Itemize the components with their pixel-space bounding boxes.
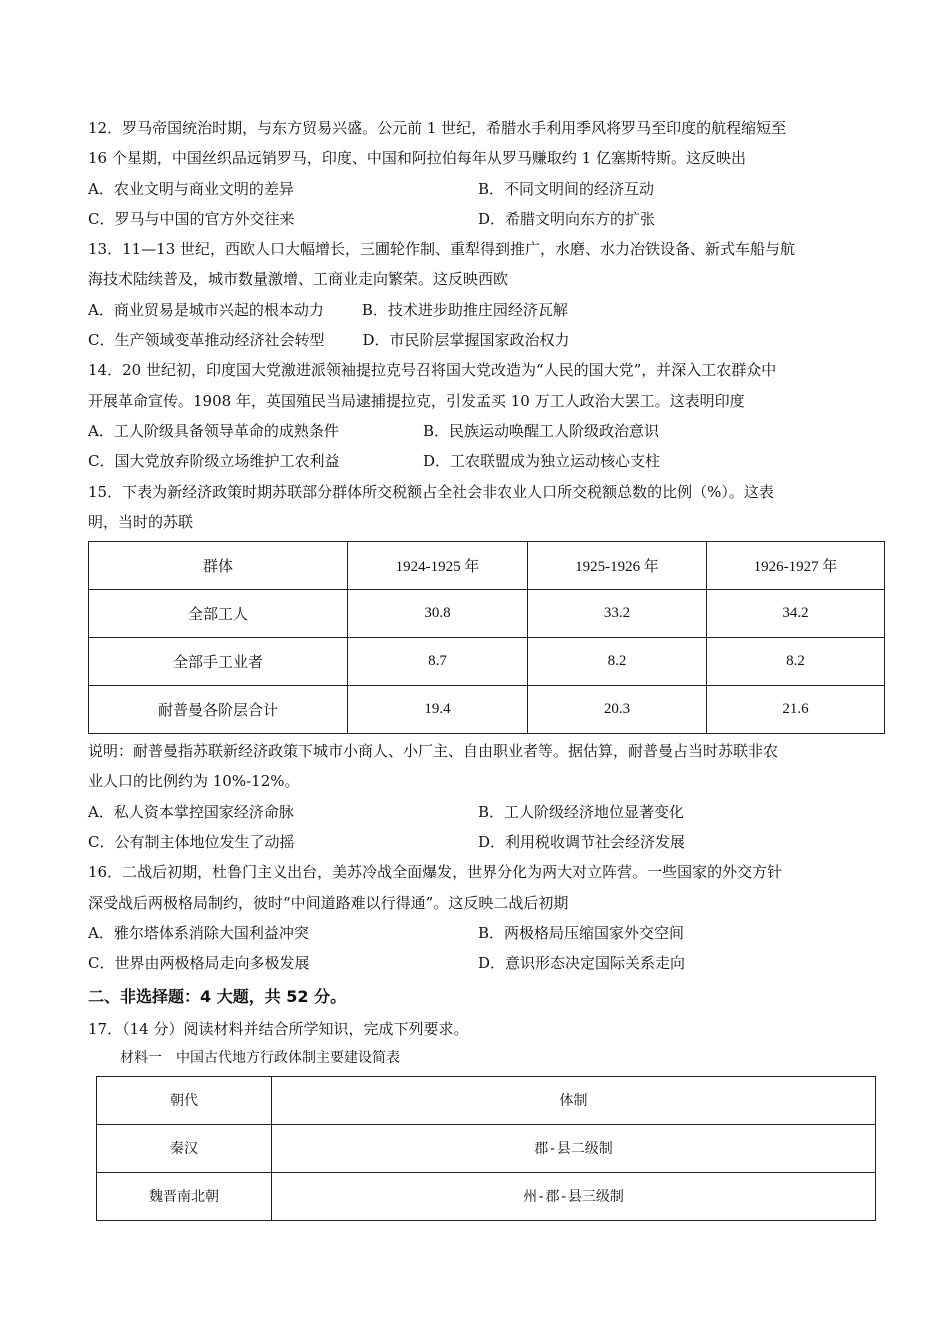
table-cell: 34.2 (707, 590, 885, 638)
option-13-b: B．技术进步助推庄园经济瓦解 (361, 300, 568, 319)
question-14-stem-line-1: 14．20 世纪初，印度国大党激进派领袖提拉克号召将国大党改造为“人民的国大党”，并深入工农群众中 (88, 361, 777, 380)
table-cell: 8.2 (707, 638, 885, 686)
option-12-b: B．不同文明间的经济互动 (478, 179, 655, 198)
table-cell: 8.7 (348, 638, 528, 686)
option-15-c: C．公有制主体地位发生了动摇 (88, 833, 295, 852)
option-15-d: D．利用税收调节社会经济发展 (478, 833, 686, 852)
option-13-d: D．市民阶层掌握国家政治权力 (362, 331, 570, 350)
table-cell: 20.3 (528, 686, 707, 734)
table-header-row (97, 1076, 876, 1124)
admin-system-table (96, 1076, 876, 1221)
table-cell: 19.4 (348, 686, 528, 734)
question-15-stem-line-2: 明，当时的苏联 (88, 512, 194, 531)
option-13-c: C．生产领域变革推动经济社会转型 (88, 331, 325, 350)
table-header-cell: 体制 (272, 1076, 876, 1124)
option-16-d: D．意识形态决定国际关系走向 (478, 954, 686, 973)
question-12-stem-line-2: 16 个星期，中国丝织品远销罗马，印度、中国和阿拉伯每年从罗马赚取约 1 亿塞斯特斯。这反映出 (88, 149, 746, 168)
option-14-d: D．工农联盟成为独立运动核心支柱 (423, 452, 661, 471)
question-12-stem-line-1: 12．罗马帝国统治时期，与东方贸易兴盛。公元前 1 世纪，希腊水手利用季风将罗马至印度的航程缩短至 (88, 119, 787, 137)
question-15 (88, 477, 878, 858)
table-header-cell: 1925-1926 年 (528, 542, 707, 590)
table-cell: 郡-县二级制 (272, 1124, 876, 1172)
option-16-b: B．两极格局压缩国家外交空间 (478, 923, 685, 942)
question-13 (88, 234, 878, 355)
table-cell: 秦汉 (97, 1124, 272, 1172)
question-16 (88, 857, 878, 978)
option-16-a: A．雅尔塔体系消除大国利益冲突 (88, 923, 309, 942)
table-header-cell: 群体 (89, 542, 348, 590)
question-15-stem-line-1: 15．下表为新经济政策时期苏联部分群体所交税额占全社会非农业人口所交税额总数的比例（%）。这表 (88, 482, 774, 501)
table-cell: 州-郡-县三级制 (272, 1172, 876, 1220)
question-13-stem-line-2: 海技术陆续普及，城市数量激增、工商业走向繁荣。这反映西欧 (88, 270, 509, 289)
option-14-b: B．民族运动唤醒工人阶级政治意识 (423, 421, 660, 440)
question-16-stem-line-1: 16．二战后初期，杜鲁门主义出台，美苏冷战全面爆发，世界分化为两大对立阵营。一些国家的外交方针 (88, 863, 783, 882)
section-heading: 二、非选择题：4 大题，共 52 分。 (88, 986, 347, 1006)
question-15-note-line-1: 说明：耐普曼指苏联新经济政策下城市小商人、小厂主、自由职业者等。据估算，耐普曼占当时苏联非农 (88, 742, 779, 761)
table-header-row (89, 542, 885, 590)
option-12-a: A．农业文明与商业文明的差异 (88, 179, 294, 198)
option-14-c: C．国大党放弃阶级立场维护工农利益 (88, 452, 340, 471)
table-row (89, 590, 885, 638)
table-cell: 33.2 (528, 590, 707, 638)
table-cell: 8.2 (528, 638, 707, 686)
option-15-b: B．工人阶级经济地位显著变化 (478, 802, 685, 821)
question-16-stem-line-2: 深受战后两极格局制约，彼时“中间道路难以行得通”。这反映二战后初期 (88, 893, 569, 912)
option-14-a: A．工人阶级具备领导革命的成熟条件 (88, 421, 339, 440)
tax-ratio-table (88, 541, 885, 734)
option-16-c: C．世界由两极格局走向多极发展 (88, 954, 310, 973)
table-header-cell: 1924-1925 年 (348, 542, 528, 590)
exam-page (88, 113, 878, 1221)
table-header-cell: 1926-1927 年 (707, 542, 885, 590)
table-row (89, 686, 885, 734)
table-cell: 30.8 (348, 590, 528, 638)
material-title: 材料一 中国古代地方行政体制主要建设简表 (120, 1049, 400, 1066)
question-12 (88, 113, 878, 234)
question-15-note-line-2: 业人口的比例约为 10%-12%。 (88, 772, 300, 791)
table-header-cell: 朝代 (97, 1076, 272, 1124)
question-13-stem-line-1: 13．11—13 世纪，西欧人口大幅增长，三圃轮作制、重犁得到推广，水磨、水力冶铁设备、新式车船与航 (88, 240, 796, 259)
question-14 (88, 355, 878, 476)
table-cell: 全部手工业者 (89, 638, 348, 686)
table-cell: 耐普曼各阶层合计 (89, 686, 348, 734)
table-cell: 魏晋南北朝 (97, 1172, 272, 1220)
option-13-a: A．商业贸易是城市兴起的根本动力 (88, 300, 324, 319)
option-12-c: C．罗马与中国的官方外交往来 (88, 209, 295, 228)
option-12-d: D．希腊文明向东方的扩张 (478, 209, 656, 228)
question-14-stem-line-2: 开展革命宣传。1908 年，英国殖民当局逮捕提拉克，引发孟买 10 万工人政治大罢工。这表明印度 (88, 391, 745, 410)
table-cell: 21.6 (707, 686, 885, 734)
table-row (97, 1172, 876, 1220)
option-15-a: A．私人资本掌控国家经济命脉 (88, 802, 294, 821)
table-row (97, 1124, 876, 1172)
question-17-stem: 17．（14 分）阅读材料并结合所学知识，完成下列要求。 (88, 1019, 469, 1038)
table-row (89, 638, 885, 686)
table-cell: 全部工人 (89, 590, 348, 638)
question-17 (88, 1014, 878, 1221)
